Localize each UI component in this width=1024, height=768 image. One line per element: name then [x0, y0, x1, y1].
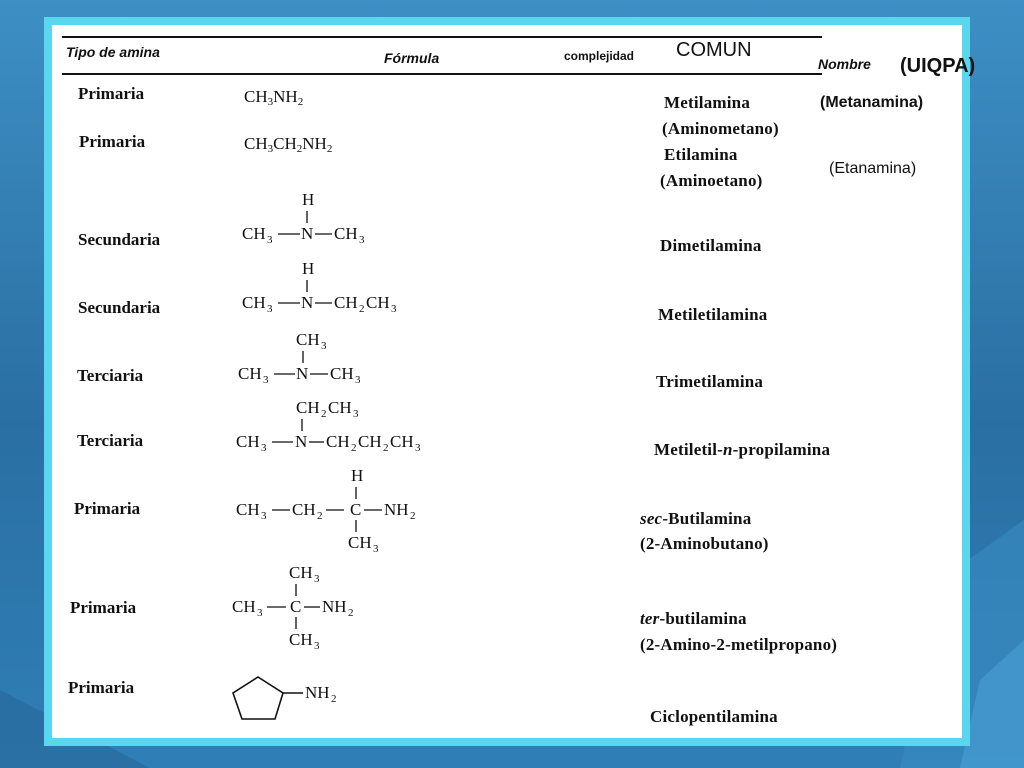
nombre-row-8-a: ter-butilamina: [640, 609, 747, 628]
svg-text:NH: NH: [305, 683, 330, 702]
nombre-row-9: Ciclopentilamina: [650, 707, 778, 726]
nombre-row-6: Metiletil-n-propilamina: [654, 440, 831, 459]
header-formula: Fórmula: [384, 50, 440, 66]
svg-text:3: 3: [415, 442, 421, 454]
svg-text:3: 3: [359, 234, 365, 246]
header-line-top: [62, 36, 822, 38]
svg-text:3: 3: [261, 442, 267, 454]
svg-text:CH: CH: [232, 597, 256, 616]
svg-text:2: 2: [331, 693, 337, 705]
svg-text:3: 3: [355, 374, 361, 386]
header-tipo: Tipo de amina: [66, 44, 160, 60]
svg-text:CH: CH: [334, 224, 358, 243]
svg-text:3: 3: [314, 640, 320, 652]
svg-text:2: 2: [383, 442, 389, 454]
header-uiqpa: (UIQPA): [900, 55, 976, 77]
svg-text:CH: CH: [330, 364, 354, 383]
tipo-row-8: Primaria: [70, 598, 137, 617]
nombre-row-4: Metiletilamina: [658, 305, 768, 324]
nombre-row-5: Trimetilamina: [656, 372, 764, 391]
formula-row-8: [232, 561, 432, 651]
svg-text:2: 2: [348, 607, 354, 619]
document-page: [52, 25, 976, 738]
svg-text:2: 2: [359, 303, 365, 315]
svg-text:3: 3: [263, 374, 269, 386]
svg-text:N: N: [301, 293, 314, 312]
svg-text:2: 2: [410, 510, 416, 522]
atom-h: H: [302, 190, 315, 209]
svg-text:CH: CH: [289, 630, 313, 649]
svg-text:CH: CH: [328, 398, 352, 417]
tipo-row-9: Primaria: [68, 678, 135, 697]
svg-text:CH: CH: [296, 330, 320, 349]
svg-text:CH: CH: [242, 293, 266, 312]
atom-c: C: [350, 500, 362, 519]
header-line-bottom: [62, 73, 822, 75]
formula-row-6: [234, 396, 474, 456]
tipo-row-4: Secundaria: [78, 298, 161, 317]
svg-text:2: 2: [317, 510, 323, 522]
tipo-row-5: Terciaria: [77, 366, 144, 385]
svg-text:3: 3: [267, 234, 273, 246]
svg-text:CH: CH: [292, 500, 316, 519]
header-comun: COMUN: [676, 39, 752, 61]
svg-text:CH: CH: [238, 364, 262, 383]
formula-row-1: $CH_3NH_2$: [244, 87, 304, 108]
svg-text:3: 3: [267, 303, 273, 315]
atom-n: N: [301, 224, 314, 243]
svg-text:3: 3: [321, 340, 327, 352]
formula-row-2: $CH_3CH_2NH_2$: [244, 134, 333, 155]
svg-text:CH: CH: [296, 398, 320, 417]
formula-row-7: [234, 464, 454, 554]
tipo-row-6: Terciaria: [77, 431, 144, 450]
tipo-row-3: Secundaria: [78, 230, 161, 249]
svg-text:H: H: [351, 466, 364, 485]
svg-text:3: 3: [391, 303, 397, 315]
svg-text:2: 2: [321, 408, 327, 420]
atom-ch: CH: [244, 87, 268, 106]
svg-text:3: 3: [353, 408, 359, 420]
svg-text:CH: CH: [236, 432, 260, 451]
iupac-metanamina: (Metanamina): [820, 94, 924, 111]
svg-text:CH: CH: [348, 533, 372, 552]
nombre-row-1-b: (Aminometano): [662, 119, 779, 138]
svg-text:NH: NH: [322, 597, 347, 616]
header-nombre: Nombre: [818, 56, 871, 72]
nombre-row-2-b: (Aminoetano): [660, 171, 763, 190]
svg-text:NH: NH: [384, 500, 409, 519]
svg-text:C: C: [290, 597, 302, 616]
svg-text:N: N: [295, 432, 308, 451]
nombre-row-3: Dimetilamina: [660, 236, 762, 255]
svg-text:CH: CH: [366, 293, 390, 312]
svg-text:CH: CH: [390, 432, 414, 451]
svg-text:3: 3: [314, 573, 320, 585]
svg-text:N: N: [296, 364, 309, 383]
svg-text:2: 2: [351, 442, 357, 454]
svg-text:CH: CH: [326, 432, 350, 451]
tipo-row-7: Primaria: [74, 499, 141, 518]
iupac-etanamina: (Etanamina): [829, 160, 917, 177]
nombre-row-1-a: Metilamina: [664, 93, 751, 112]
svg-text:CH: CH: [242, 224, 266, 243]
formula-row-9: [228, 665, 388, 735]
header-complejidad: complejidad: [564, 49, 635, 63]
svg-text:3: 3: [261, 510, 267, 522]
tipo-row-2: Primaria: [79, 132, 146, 151]
svg-text:CH: CH: [236, 500, 260, 519]
svg-text:3: 3: [373, 543, 379, 555]
formula-row-3: [238, 188, 438, 248]
svg-text:CH: CH: [334, 293, 358, 312]
nombre-row-8-b: (2-Amino-2-metilpropano): [640, 635, 838, 654]
nombre-row-2-a: Etilamina: [664, 145, 738, 164]
svg-text:H: H: [302, 259, 315, 278]
svg-text:3: 3: [257, 607, 263, 619]
svg-text:CH: CH: [358, 432, 382, 451]
formula-row-5: [236, 328, 436, 388]
cyclopentane-ring: [233, 677, 283, 719]
tipo-row-1: Primaria: [78, 84, 145, 103]
nombre-row-7-a: sec-Butilamina: [640, 509, 752, 528]
svg-text:CH: CH: [289, 563, 313, 582]
nombre-row-7-b: (2-Aminobutano): [640, 534, 769, 553]
formula-row-4: [238, 257, 458, 317]
